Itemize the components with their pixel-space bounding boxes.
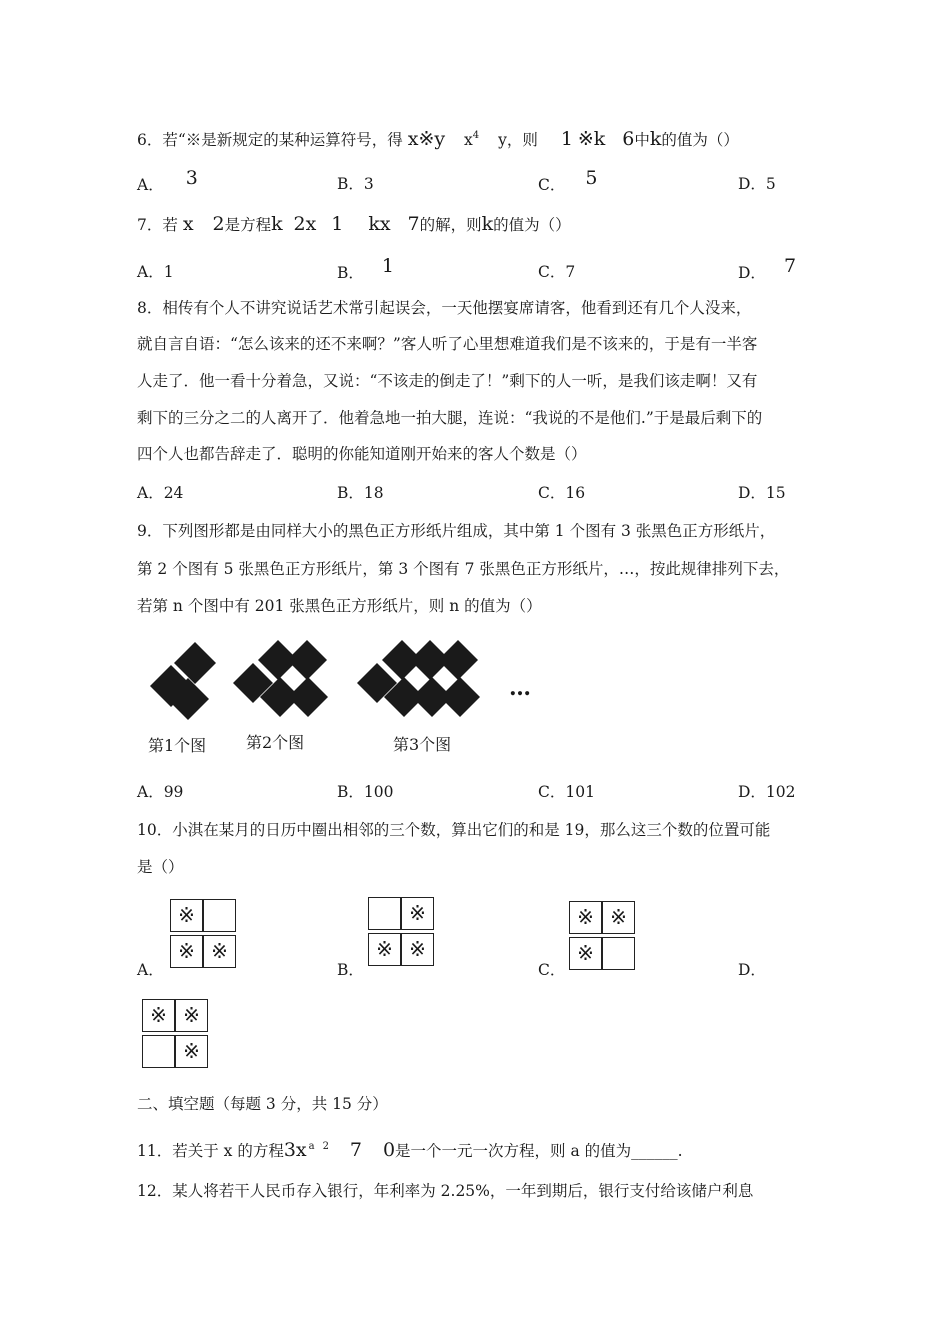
q6-expr: 1 bbox=[560, 128, 573, 150]
q11-stem bbox=[137, 1137, 683, 1161]
q8-line: 四个人也都告辞走了．聪明的你能知道刚开始来的客人个数是（） bbox=[137, 445, 587, 463]
q7-stem-text: 是方程 bbox=[224, 216, 272, 234]
q6-expr: k bbox=[649, 128, 662, 150]
black-square bbox=[287, 640, 327, 680]
black-square bbox=[288, 677, 328, 717]
q10-line: 是（） bbox=[137, 858, 184, 876]
calendar-cell: ※ bbox=[175, 999, 208, 1032]
q7-expr: 2x bbox=[293, 213, 317, 235]
q7-expr: 1 bbox=[331, 213, 344, 235]
q9-option-a: A．99 bbox=[137, 783, 184, 801]
q9-option-b: B．100 bbox=[337, 783, 394, 801]
q8-option-a: A．24 bbox=[137, 484, 184, 502]
q12-line: 12．某人将若干人民币存入银行，年利率为 2.25%，一年到期后，银行支付给该储户利息 bbox=[137, 1182, 754, 1200]
q6-expr: x bbox=[464, 131, 473, 149]
section-title: 二、填空题（每题 3 分，共 15 分） bbox=[137, 1095, 388, 1113]
q9-option-c: C．101 bbox=[538, 783, 595, 801]
q7-stem bbox=[137, 214, 571, 235]
q8-line: 8．相传有个人不讲究说话艺术常引起误会，一天他摆宴席请客，他看到还有几个人没来， bbox=[137, 299, 752, 317]
q8-option-c: C．16 bbox=[538, 484, 586, 502]
q7-expr: 7 bbox=[407, 213, 420, 235]
calendar-cell: ※ bbox=[170, 935, 203, 968]
q7-stem-text: 的解，则 bbox=[419, 216, 482, 234]
calendar-cell: ※ bbox=[602, 901, 635, 934]
calendar-cell: ※ bbox=[170, 899, 203, 932]
q6-expr: x※y bbox=[407, 128, 446, 150]
q6-stem-text: 中 bbox=[634, 131, 650, 149]
q11-expr: 3x bbox=[283, 1139, 307, 1161]
q10-option-b: B． bbox=[337, 961, 364, 979]
q11-exponent: a bbox=[308, 1141, 315, 1152]
q6-option-b: B．3 bbox=[337, 175, 374, 193]
q8-option-d: D．15 bbox=[738, 484, 786, 502]
q6-option-a: A． 3 bbox=[137, 167, 198, 194]
q10-option-a: A． bbox=[137, 961, 164, 979]
q6-option-c: C． 5 bbox=[538, 167, 598, 194]
q11-stem-text: 11．若关于 x 的方程 bbox=[137, 1142, 284, 1160]
q7-expr: 2 bbox=[212, 213, 225, 235]
calendar-cell: ※ bbox=[142, 999, 175, 1032]
q7-option-a: A．1 bbox=[137, 263, 174, 281]
calendar-cell bbox=[203, 899, 236, 932]
q9-line: 第 2 个图有 5 张黑色正方形纸片，第 3 个图有 7 张黑色正方形纸片，…，按此规律排列下去， bbox=[137, 560, 790, 578]
q10-grid-c bbox=[569, 901, 637, 973]
q7-expr: kx bbox=[368, 213, 391, 235]
q11-expr: 0 bbox=[382, 1139, 396, 1161]
q11-expr: 7 bbox=[349, 1139, 363, 1161]
q11-stem-text: 是一个一元一次方程，则 a 的值为______. bbox=[395, 1142, 683, 1160]
q10-line: 10．小淇在某月的日历中圈出相邻的三个数，算出它们的和是 19，那么这三个数的位置可能 bbox=[137, 821, 771, 839]
q7-option-b: B． 1 bbox=[337, 255, 394, 282]
calendar-cell: ※ bbox=[203, 935, 236, 968]
q6-stem-text: 的值为（） bbox=[661, 131, 739, 149]
q9-ellipsis: … bbox=[509, 675, 531, 701]
q9-line: 9．下列图形都是由同样大小的黑色正方形纸片组成，其中第 1 个图有 3 张黑色正方形纸片， bbox=[137, 522, 776, 540]
black-square bbox=[438, 640, 478, 680]
q6-expr: ※k bbox=[577, 128, 606, 150]
q8-line: 剩下的三分之二的人离开了．他着急地一拍大腿，连说：“我说的不是他们.”于是最后剩下的 bbox=[137, 409, 763, 427]
q10-grid-a bbox=[170, 899, 238, 971]
q7-expr: k bbox=[271, 213, 283, 235]
calendar-cell: ※ bbox=[368, 933, 401, 966]
q8-option-b: B．18 bbox=[337, 484, 384, 502]
q9-figure-label: 第3个图 bbox=[393, 735, 452, 754]
q7-expr: k bbox=[481, 213, 494, 235]
calendar-cell: ※ bbox=[401, 933, 434, 966]
q7-stem-text: 7．若 bbox=[137, 216, 178, 234]
q9-line: 若第 n 个图中有 201 张黑色正方形纸片，则 n 的值为（） bbox=[137, 597, 542, 615]
q11-exponent: 2 bbox=[322, 1141, 329, 1152]
q8-line: 就自言自语：“怎么该来的还不来啊？”客人听了心里想难道我们是不该来的，于是有一半客 bbox=[137, 335, 758, 353]
q10-option-c: C． bbox=[538, 961, 566, 979]
q6-stem bbox=[137, 126, 739, 150]
calendar-cell bbox=[142, 1035, 175, 1068]
q7-stem-text: 的值为（） bbox=[493, 216, 571, 234]
q7-option-c: C．7 bbox=[538, 263, 576, 281]
q8-line: 人走了．他一看十分着急，又说：“不该走的倒走了！”剩下的人一听，是我们该走啊！又有 bbox=[137, 372, 758, 390]
q6-option-d: D．5 bbox=[738, 175, 776, 193]
q7-expr: x bbox=[182, 213, 194, 235]
q10-grid-b bbox=[368, 897, 436, 969]
calendar-cell bbox=[368, 897, 401, 930]
q6-expr: 6 bbox=[622, 128, 635, 150]
q10-option-d: D． bbox=[738, 961, 766, 979]
calendar-cell bbox=[602, 937, 635, 970]
q6-expr: y，则 bbox=[498, 131, 538, 149]
calendar-cell: ※ bbox=[175, 1035, 208, 1068]
q9-figure-label: 第1个图 bbox=[148, 736, 207, 755]
calendar-cell: ※ bbox=[401, 897, 434, 930]
q9-option-d: D．102 bbox=[738, 783, 796, 801]
q6-stem-text: 6．若“※是新规定的某种运算符号，得 bbox=[137, 131, 403, 149]
q6-exponent: 4 bbox=[472, 130, 480, 141]
q9-figure-label: 第2个图 bbox=[246, 733, 305, 752]
black-square bbox=[440, 677, 480, 717]
q9-pattern-figure bbox=[140, 630, 560, 730]
calendar-cell: ※ bbox=[569, 901, 602, 934]
q7-option-d: D． 7 bbox=[738, 255, 797, 282]
calendar-cell: ※ bbox=[569, 937, 602, 970]
q10-grid-d bbox=[142, 999, 210, 1071]
